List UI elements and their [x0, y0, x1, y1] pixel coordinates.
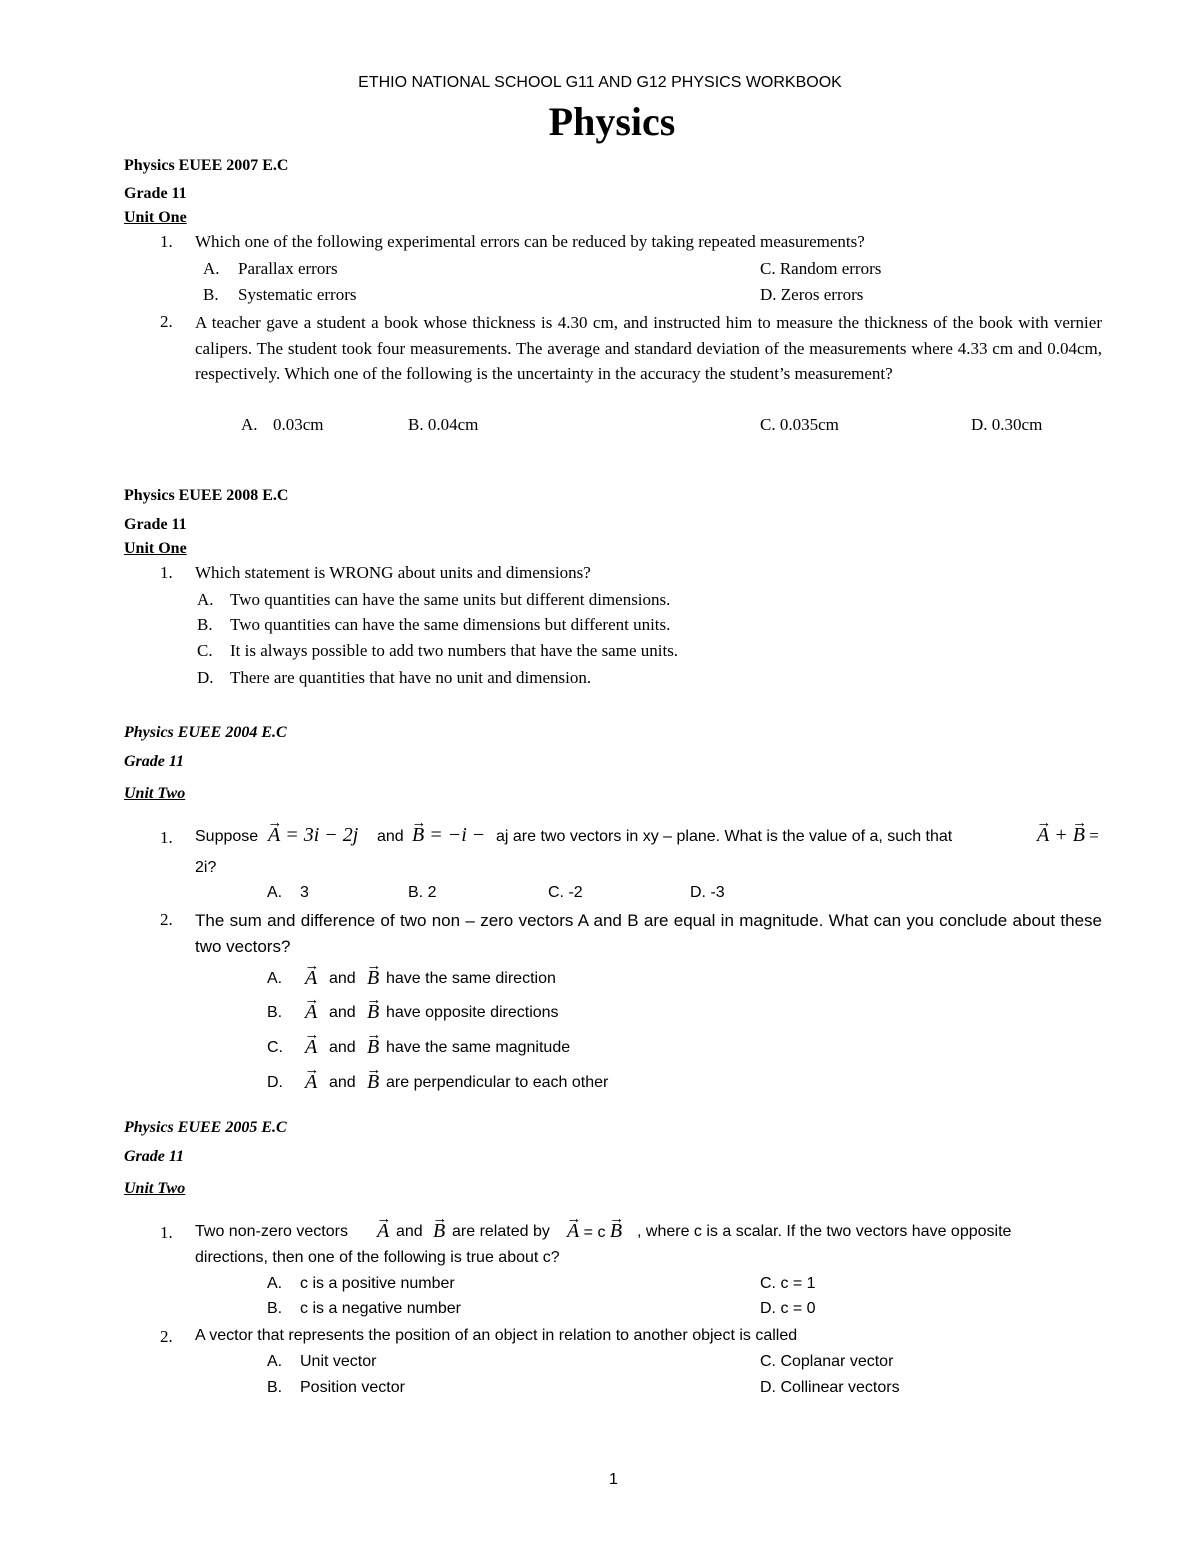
- equals-sign: =: [1084, 826, 1099, 845]
- question-number: 2.: [160, 910, 173, 929]
- option-letter: B.: [267, 1300, 283, 1317]
- conjunction: and: [377, 828, 404, 845]
- vector-a: → A: [1037, 824, 1049, 847]
- page-number: 1: [609, 1471, 618, 1488]
- option-a: 3: [300, 884, 309, 901]
- section-exam-title: Physics EUEE 2005 E.C: [124, 1119, 287, 1136]
- option-a: Parallax errors: [238, 259, 338, 278]
- conjunction: and: [329, 1004, 356, 1021]
- vector-b: → B: [367, 1036, 379, 1059]
- vector-b: → B: [610, 1220, 622, 1243]
- question-text: Which statement is WRONG about units and dimensions?: [195, 563, 591, 582]
- option-letter: B.: [267, 1379, 283, 1396]
- option-letter: D.: [267, 1074, 283, 1091]
- section-unit: Unit One: [124, 540, 187, 557]
- section-grade: Grade 11: [124, 1148, 184, 1165]
- vector-b: → B: [1073, 824, 1085, 847]
- question-number: 1.: [160, 232, 173, 251]
- option-c: C. 0.035cm: [760, 415, 839, 434]
- option-b: c is a negative number: [300, 1300, 461, 1317]
- relation-operator: = c: [579, 1224, 610, 1241]
- option-b: have opposite directions: [386, 1004, 559, 1021]
- question-text: Which one of the following experimental errors can be reduced by taking repeated measurements?: [195, 232, 865, 251]
- option-letter: A.: [267, 1353, 283, 1370]
- section-grade: Grade 11: [124, 753, 184, 770]
- question-text: are related by: [452, 1223, 550, 1240]
- option-letter: A.: [267, 1275, 283, 1292]
- option-letter: A.: [267, 970, 283, 987]
- vector-relation: [567, 1220, 622, 1243]
- vector-a: → A: [567, 1220, 579, 1243]
- page-header: ETHIO NATIONAL SCHOOL G11 AND G12 PHYSICS WORKBOOK: [358, 74, 842, 91]
- question-text-cont: 2i?: [195, 859, 217, 876]
- option-b: Position vector: [300, 1379, 405, 1396]
- question-number: 1.: [160, 563, 173, 582]
- option-letter: B.: [267, 1004, 283, 1021]
- option-a: c is a positive number: [300, 1275, 455, 1292]
- option-c: C. Coplanar vector: [760, 1353, 894, 1370]
- conjunction: and: [329, 970, 356, 987]
- option-d: There are quantities that have no unit and dimension.: [230, 668, 592, 687]
- option-c: C. c = 1: [760, 1275, 816, 1292]
- option-c: C. -2: [548, 884, 583, 901]
- option-b: B. 0.04cm: [408, 415, 479, 434]
- page-title: Physics: [548, 99, 676, 144]
- section-unit: Unit Two: [124, 1180, 186, 1197]
- option-letter: B.: [197, 615, 213, 634]
- conjunction: and: [396, 1223, 423, 1240]
- vector-a: → A: [305, 967, 317, 990]
- option-d: D. -3: [690, 884, 725, 901]
- option-d: D. Collinear vectors: [760, 1379, 900, 1396]
- option-letter: A.: [267, 884, 283, 901]
- section-exam-title: Physics EUEE 2004 E.C: [124, 724, 287, 741]
- vector-a-components: = 3i − 2j: [280, 824, 359, 846]
- vector-equation-a: [268, 824, 358, 847]
- option-letter: A.: [241, 415, 258, 434]
- section-exam-title: Physics EUEE 2007 E.C: [124, 157, 289, 174]
- vector-equation-b: [412, 824, 485, 847]
- question-text: A vector that represents the position of an object in relation to another object is called: [195, 1327, 798, 1344]
- question-text-cont: directions, then one of the following is true about c?: [195, 1249, 560, 1266]
- question-text: The sum and difference of two non – zero vectors A and B are equal in magnitude. What can you conclude about these two vectors?: [195, 911, 1102, 956]
- option-d: D. c = 0: [760, 1300, 816, 1317]
- section-unit: Unit Two: [124, 785, 186, 802]
- question-number: 1.: [160, 828, 173, 847]
- option-letter: B.: [203, 285, 219, 304]
- vector-a: → A: [305, 1071, 317, 1094]
- vector-a: → A: [305, 1036, 317, 1059]
- question-number: 1.: [160, 1223, 173, 1242]
- question-text: Two non-zero vectors: [195, 1223, 348, 1240]
- conjunction: and: [329, 1039, 356, 1056]
- vector-a: → A: [377, 1220, 389, 1243]
- option-b: Two quantities can have the same dimensions but different units.: [230, 615, 671, 634]
- plus-sign: +: [1049, 824, 1073, 846]
- section-unit: Unit One: [124, 209, 187, 226]
- option-c: have the same magnitude: [386, 1039, 571, 1056]
- option-letter: A.: [203, 259, 220, 278]
- option-a: Unit vector: [300, 1353, 377, 1370]
- option-b: Systematic errors: [238, 285, 357, 304]
- vector-b: → B: [367, 967, 379, 990]
- section-grade: Grade 11: [124, 516, 187, 533]
- option-d: D. Zeros errors: [760, 285, 864, 304]
- option-a: 0.03cm: [273, 415, 324, 434]
- option-c: C. Random errors: [760, 259, 882, 278]
- option-letter: C.: [197, 641, 213, 660]
- option-letter: C.: [267, 1039, 283, 1056]
- vector-sum: [1037, 824, 1099, 847]
- question-text-mid: aj are two vectors in xy – plane. What is the value of a, such that: [496, 828, 953, 845]
- conjunction: and: [329, 1074, 356, 1091]
- option-letter: D.: [197, 668, 214, 687]
- option-letter: A.: [197, 590, 214, 609]
- vector-b-components: = −i −: [424, 824, 486, 846]
- section-grade: Grade 11: [124, 185, 187, 202]
- question-text-suppose: Suppose: [195, 828, 259, 845]
- vector-b: → B: [433, 1220, 445, 1243]
- question-number: 2.: [160, 312, 173, 331]
- vector-b: → B: [367, 1071, 379, 1094]
- option-a: Two quantities can have the same units but different dimensions.: [230, 590, 671, 609]
- section-exam-title: Physics EUEE 2008 E.C: [124, 487, 289, 504]
- vector-a: → A: [268, 824, 280, 847]
- option-b: B. 2: [408, 884, 437, 901]
- vector-a: → A: [305, 1001, 317, 1024]
- vector-b: → B: [412, 824, 424, 847]
- vector-b: → B: [367, 1001, 379, 1024]
- option-c: It is always possible to add two numbers that have the same units.: [230, 641, 679, 660]
- option-d: are perpendicular to each other: [386, 1074, 609, 1091]
- question-number: 2.: [160, 1327, 173, 1346]
- option-d: D. 0.30cm: [971, 415, 1043, 434]
- question-text: A teacher gave a student a book whose thickness is 4.30 cm, and instructed him to measure the thickness of the book with vernier calipers. The student took four measurements. The average and standard deviation of the measurements where 4.33 cm and 0.04cm, respectively. Which one of the following is the uncertainty in the accuracy the student’s measurement?: [195, 313, 1102, 383]
- question-text: , where c is a scalar. If the two vectors have opposite: [637, 1223, 1012, 1240]
- option-a: have the same direction: [386, 970, 556, 987]
